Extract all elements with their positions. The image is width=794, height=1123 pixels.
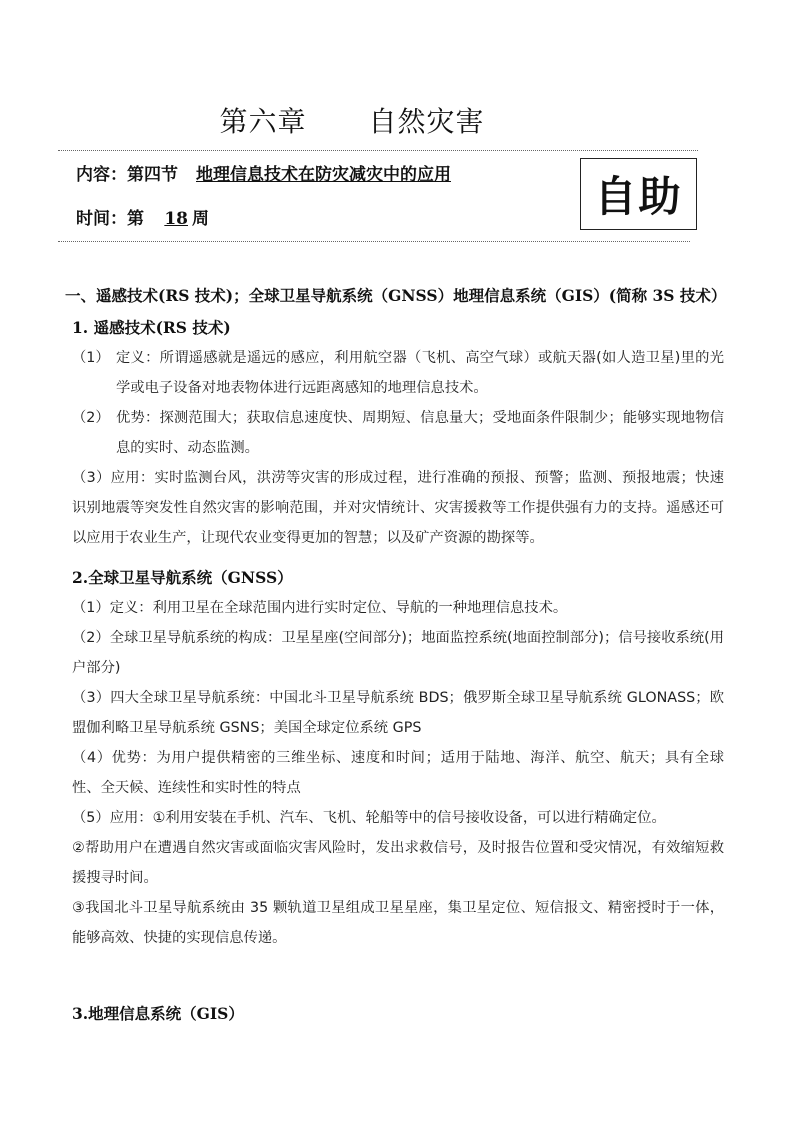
chapter-number: 第六章 xyxy=(219,105,307,138)
content-row xyxy=(76,160,451,185)
bottom-divider xyxy=(58,241,690,242)
time-label-prefix: 时间：第 xyxy=(76,209,144,229)
item-text: 优势：探测范围大；获取信息速度快、周期短、信息量大；受地面条件限制少；能够实现地物信息的实时、动态监测。 xyxy=(116,410,724,456)
time-label-suffix: 周 xyxy=(192,209,209,229)
rs-items xyxy=(72,343,724,553)
item-number: （1） xyxy=(72,350,110,366)
paragraph: ②帮助用户在遭遇自然灾害或面临灾害风险时，发出求救信号，及时报告位置和受灾情况，有效缩短救援搜寻时间。 xyxy=(72,840,724,886)
list-item xyxy=(72,343,724,403)
self-study-badge: 自助 xyxy=(580,158,697,230)
item-number: （2） xyxy=(72,410,110,426)
paragraph: （1）定义：利用卫星在全球范围内进行实时定位、导航的一种地理信息技术。 xyxy=(72,600,568,616)
content-label: 内容：第四节 xyxy=(76,165,178,185)
section-heading: 一、遥感技术(RS 技术)；全球卫星导航系统（GNSS）地理信息系统（GIS）(简称 3S 技术） xyxy=(65,286,727,305)
rs-application: （3）应用：实时监测台风，洪涝等灾害的形成过程，进行准确的预报、预警；监测、预报地震；快速识别地震等突发性自然灾害的影响范围，并对灾情统计、灾害援救等工作提供强有力的支持。遥感还可以应用于农业生产，让现代农业变得更加的智慧；以及矿产资源的勘探等。 xyxy=(72,470,724,546)
content-topic: 地理信息技术在防灾减灾中的应用 xyxy=(196,165,451,185)
paragraph: （3）四大全球卫星导航系统：中国北斗卫星导航系统 BDS；俄罗斯全球卫星导航系统 GLONASS；欧盟伽利略卫星导航系统 GSNS；美国全球定位系统 GPS xyxy=(72,690,724,736)
subsection-heading-gnss: 2.全球卫星导航系统（GNSS） xyxy=(72,568,293,587)
paragraph: （2）全球卫星导航系统的构成：卫星星座(空间部分)；地面监控系统(地面控制部分)；信号接收系统(用户部分) xyxy=(72,630,724,676)
item-text: 定义：所谓遥感就是遥远的感应，利用航空器（飞机、高空气球）或航天器(如人造卫星)里的光学或电子设备对地表物体进行远距离感知的地理信息技术。 xyxy=(116,350,724,396)
paragraph: （5）应用：①利用安装在手机、汽车、飞机、轮船等中的信号接收设备，可以进行精确定位。 xyxy=(72,810,666,826)
week-number: 18 xyxy=(164,209,188,229)
subsection-heading-rs: 1. 遥感技术(RS 技术) xyxy=(72,318,231,337)
top-divider xyxy=(58,150,698,151)
chapter-name: 自然灾害 xyxy=(368,105,485,138)
subsection-heading-gis: 3.地理信息系统（GIS） xyxy=(72,1004,244,1023)
paragraph: （4）优势：为用户提供精密的三维坐标、速度和时间；适用于陆地、海洋、航空、航天；具有全球性、全天候、连续性和实时性的特点 xyxy=(72,750,724,796)
list-item xyxy=(72,403,724,463)
paragraph: ③我国北斗卫星导航系统由 35 颗轨道卫星组成卫星星座，集卫星定位、短信报文、精密授时于一体，能够高效、快捷的实现信息传递。 xyxy=(72,900,724,946)
gnss-paragraphs xyxy=(72,593,724,953)
time-row xyxy=(76,204,209,229)
chapter-title xyxy=(0,100,704,140)
